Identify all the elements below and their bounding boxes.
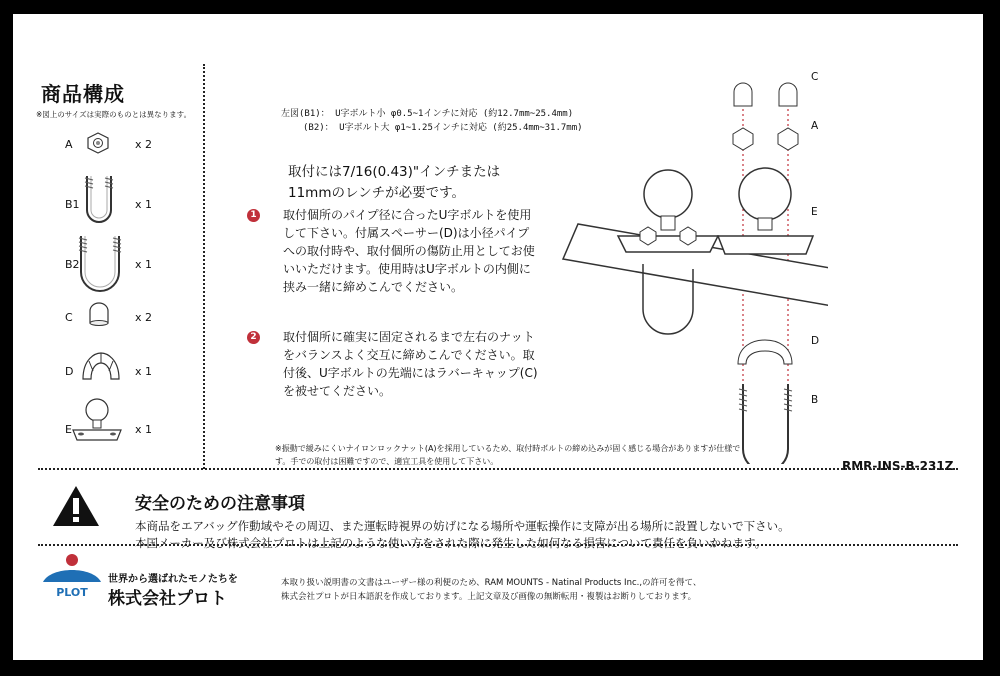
part-qty-d: x 1 bbox=[135, 365, 153, 378]
step-number-1: 1 bbox=[247, 209, 260, 222]
part-qty-b1: x 1 bbox=[135, 198, 153, 211]
rubber-cap-icon bbox=[87, 301, 111, 327]
diagram-label-a: A bbox=[811, 120, 819, 132]
parts-title: 商品構成 bbox=[41, 82, 125, 106]
wrench-line-1: 取付には7/16(0.43)"インチまたは bbox=[288, 164, 501, 180]
divider-top bbox=[38, 468, 958, 470]
part-qty-a: x 2 bbox=[135, 138, 153, 151]
spacer-icon bbox=[79, 349, 123, 385]
assembly-diagram bbox=[548, 64, 828, 464]
divider-bottom bbox=[38, 544, 958, 546]
footnote: ※振動で緩みにくいナイロンロックナット(A)を採用しているため、取付時ボルトの締め込みが固く感じる場合がありますが仕様です。手での取付は困難ですので、適宜工具を使用して下さい。 bbox=[275, 444, 741, 466]
u-bolt-large-icon bbox=[75, 232, 125, 296]
step-text-1: 取付個所のパイプ径に合ったU字ボルトを使用して下さい。付属スペーサー(D)は小径パイプへの取付時や、取付個所の傷防止用としてお使いいただけます。使用時はU字ボルトの内側に挟み一緒に締めこんでください。 bbox=[283, 208, 535, 294]
ball-base-icon bbox=[69, 396, 125, 446]
diagram-label-e: E bbox=[811, 206, 818, 218]
u-bolt-small-icon bbox=[79, 172, 119, 232]
legal-line-1: 本取り扱い説明書の文書はユーザー様の利便のため、RAM MOUNTS - Natinal Products Inc.,の許可を得て、 bbox=[281, 578, 702, 588]
company-name: 株式会社プロト bbox=[108, 589, 227, 609]
diagram-label-b: B bbox=[811, 394, 819, 406]
part-qty-b2: x 1 bbox=[135, 258, 153, 271]
instruction-sheet bbox=[13, 14, 983, 660]
company-tagline: 世界から選ばれたモノたちを bbox=[108, 574, 238, 585]
step-number-2: 2 bbox=[247, 331, 260, 344]
part-label-b1: B1 bbox=[65, 198, 80, 211]
wrench-line-2: 11mmのレンチが必要です。 bbox=[288, 185, 466, 201]
step-text-2: 取付個所に確実に固定されるまで左右のナットをバランスよく交互に締めこんでください。取付後、U字ボルトの先端にはラバーキャップ(C)を被せてください。 bbox=[283, 330, 538, 398]
warning-icon bbox=[51, 484, 101, 528]
part-qty-c: x 2 bbox=[135, 311, 153, 324]
part-qty-e: x 1 bbox=[135, 423, 153, 436]
plot-logo-text: PLOT bbox=[56, 586, 88, 599]
legal-text bbox=[281, 576, 701, 604]
safety-line-2: 本国メーカー及び株式会社プロトは上記のような使い方をされた際に発生した如何なる損害について責任を負いかねます。 bbox=[135, 536, 767, 550]
part-label-d: D bbox=[65, 365, 74, 378]
safety-text bbox=[135, 518, 965, 552]
plot-logo bbox=[41, 552, 103, 600]
part-label-b2: B2 bbox=[65, 258, 80, 271]
diagram-label-c: C bbox=[811, 71, 819, 83]
parts-note: ※図上のサイズは実際のものとは異なります。 bbox=[36, 110, 192, 119]
part-label-e: E bbox=[65, 423, 72, 436]
spec-b1: 左図(B1)： U字ボルト小 φ0.5~1インチに対応 (約12.7mm~25.4mm) bbox=[281, 109, 574, 119]
part-label-c: C bbox=[65, 311, 73, 324]
nut-icon bbox=[83, 130, 113, 156]
diagram-label-d: D bbox=[811, 335, 820, 347]
spec-b2: (B2)： U字ボルト大 φ1~1.25インチに対応 (約25.4mm~31.7mm) bbox=[303, 123, 583, 133]
safety-title: 安全のための注意事項 bbox=[135, 494, 305, 514]
vertical-divider bbox=[203, 64, 205, 469]
part-label-a: A bbox=[65, 138, 73, 151]
legal-line-2: 株式会社プロトが日本語訳を作成しております。上記文章及び画像の無断転用・複製はお断りしております。 bbox=[281, 592, 697, 602]
wrench-requirement bbox=[288, 162, 548, 204]
model-number: RMR-INS-B-231Z bbox=[842, 459, 954, 473]
safety-line-1: 本商品をエアバッグ作動域やその周辺、また運転時視界の妨げになる場所や運転操作に支障が出る場所に設置しないで下さい。 bbox=[135, 519, 790, 533]
